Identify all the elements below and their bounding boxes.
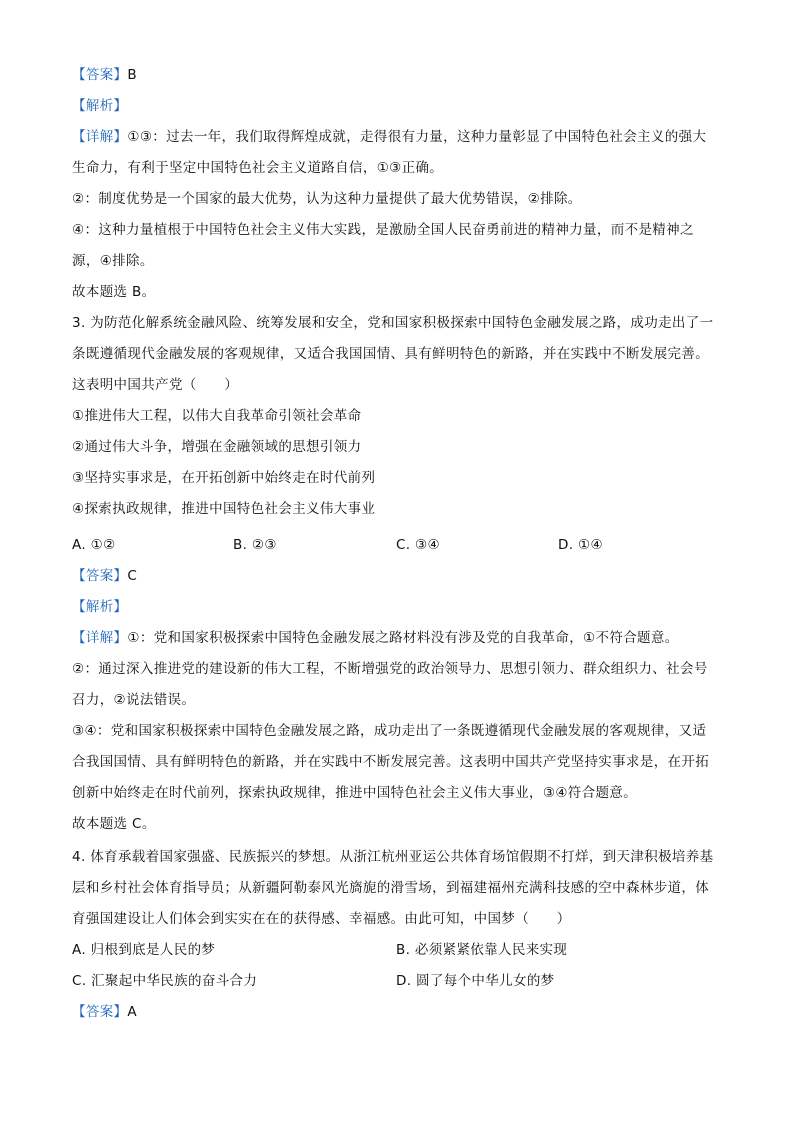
q3-item-1: ①推进伟大工程，以伟大自我革命引领社会革命	[72, 408, 362, 424]
q3-option-b: B. ②③	[233, 537, 277, 553]
q3-item-3: ③坚持实事求是，在开拓创新中始终走在时代前列	[72, 470, 376, 486]
q3-detail-line-4: ③④：党和国家积极探索中国特色金融发展之路，成功走出了一条既遵循现代金融发展的客观规律，又适	[72, 723, 707, 739]
q2-detail-line-3: ②：制度优势是一个国家的最大优势，认为这种力量提供了最大优势错误，②排除。	[72, 191, 582, 207]
q3-option-c: C. ③④	[396, 537, 440, 553]
detail-text: ①③：过去一年，我们取得辉煌成就，走得很有力量，这种力量彰显了中国特色社会主义的强大	[127, 129, 707, 145]
q4-stem-line-2: 层和乡村社会体育指导员；从新疆阿勒泰风光旖旎的滑雪场，到福建福州充满科技感的空中森林步道，体	[72, 880, 710, 896]
answer-value: B	[127, 67, 138, 83]
detail-tag: 【详解】	[72, 129, 128, 145]
q3-analysis-line	[72, 597, 127, 617]
q3-option-d: D. ①④	[558, 537, 603, 553]
answer-tag: 【答案】	[72, 1004, 128, 1020]
q3-item-2: ②通过伟大斗争，增强在金融领域的思想引领力	[72, 439, 362, 455]
q3-detail-line-5: 合我国国情、具有鲜明特色的新路，并在实践中不断发展完善。这表明中国共产党坚持实事求是，在开拓	[72, 754, 710, 770]
q4-stem-line-1: 4. 体育承载着国家强盛、民族振兴的梦想。从浙江杭州亚运公共体育场馆假期不打烊，到天津积极培养基	[72, 849, 714, 865]
detail-tag: 【详解】	[72, 630, 128, 646]
q3-stem-line-1: 3. 为防范化解系统金融风险、统筹发展和安全，党和国家积极探索中国特色金融发展之路，成功走出了一	[72, 315, 714, 331]
q4-option-b: B. 必须紧紧依靠人民来实现	[396, 942, 568, 958]
q3-option-a: A. ①②	[72, 537, 116, 553]
q3-stem-line-3: 这表明中国共产党（ ）	[72, 377, 239, 393]
q3-detail-line-2: ②：通过深入推进党的建设新的伟大工程，不断增强党的政治领导力、思想引领力、群众组织力、社会号	[72, 661, 708, 677]
q2-conclusion: 故本题选 B。	[72, 284, 156, 300]
q3-item-4: ④探索执政规律，推进中国特色社会主义伟大事业	[72, 501, 376, 517]
q2-detail-line-4: ④：这种力量植根于中国特色社会主义伟大实践，是激励全国人民奋勇前进的精神力量，而不是精神之	[72, 222, 694, 238]
q4-option-d: D. 圆了每个中华儿女的梦	[396, 973, 555, 989]
q3-detail-line-6: 创新中始终走在时代前列，探索执政规律，推进中国特色社会主义伟大事业，③④符合题意。	[72, 785, 638, 801]
answer-value: A	[127, 1004, 137, 1020]
q2-detail-line-1	[72, 127, 706, 147]
q2-answer-line	[72, 65, 137, 85]
q2-analysis-line	[72, 96, 127, 116]
answer-tag: 【答案】	[72, 67, 128, 83]
detail-text: ①：党和国家积极探索中国特色金融发展之路材料没有涉及党的自我革命，①不符合题意。	[127, 630, 679, 646]
analysis-tag: 【解析】	[72, 599, 128, 615]
q3-answer-line	[72, 566, 137, 586]
q2-detail-line-2: 生命力，有利于坚定中国特色社会主义道路自信，①③正确。	[72, 160, 444, 176]
q4-option-c: C. 汇聚起中华民族的奋斗合力	[72, 973, 258, 989]
q4-answer-line	[72, 1002, 137, 1022]
q3-conclusion: 故本题选 C。	[72, 816, 156, 832]
q4-stem-line-3: 育强国建设让人们体会到实实在在的获得感、幸福感。由此可知，中国梦（ ）	[72, 911, 571, 927]
q3-stem-line-2: 条既遵循现代金融发展的客观规律，又适合我国国情、具有鲜明特色的新路，并在实践中不断发展完善。	[72, 346, 710, 362]
answer-tag: 【答案】	[72, 568, 128, 584]
analysis-tag: 【解析】	[72, 98, 128, 114]
q3-detail-line-1	[72, 628, 679, 648]
q2-detail-line-5: 源，④排除。	[72, 253, 154, 269]
answer-value: C	[127, 568, 138, 584]
q4-option-a: A. 归根到底是人民的梦	[72, 942, 216, 958]
q3-detail-line-3: 召力，②说法错误。	[72, 692, 196, 708]
